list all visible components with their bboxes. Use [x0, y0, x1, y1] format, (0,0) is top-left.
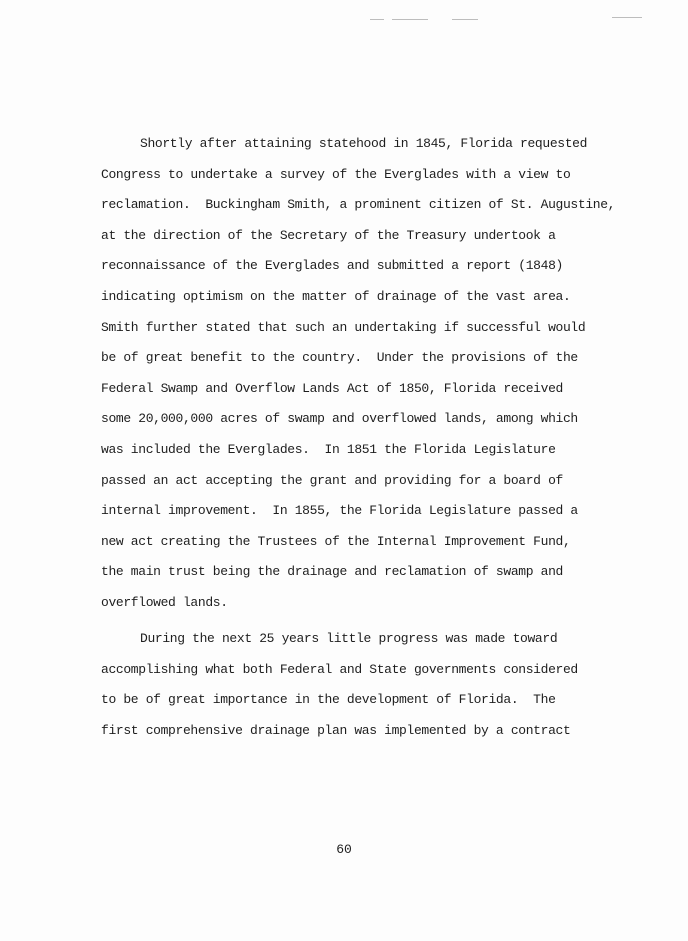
text-line: was included the Everglades. In 1851 the Florida Legislature	[101, 441, 556, 457]
text-line: Smith further stated that such an undertaking if successful would	[101, 319, 586, 335]
text-line: During the next 25 years little progress was made toward	[140, 631, 558, 646]
scan-speck	[452, 19, 478, 20]
text-line: first comprehensive drainage plan was implemented by a contract	[101, 722, 571, 738]
text-line: be of great benefit to the country. Under the provisions of the	[101, 350, 578, 366]
text-line: some 20,000,000 acres of swamp and overflowed lands, among which	[101, 411, 578, 427]
text-line: internal improvement. In 1855, the Florida Legislature passed a	[101, 503, 578, 519]
text-line: to be of great importance in the development of Florida. The	[101, 692, 556, 708]
text-line: Federal Swamp and Overflow Lands Act of 1850, Florida received	[101, 380, 563, 396]
text-line: passed an act accepting the grant and providing for a board of	[101, 472, 563, 488]
text-line: new act creating the Trustees of the Internal Improvement Fund,	[101, 533, 571, 549]
text-line: Congress to undertake a survey of the Everglades with a view to	[101, 166, 571, 182]
scan-speck	[392, 19, 428, 20]
scan-speck	[370, 19, 384, 20]
text-line: indicating optimism on the matter of drainage of the vast area.	[101, 288, 571, 304]
body-paragraph-2	[101, 624, 601, 746]
page-number: 60	[336, 842, 352, 857]
text-line: reconnaissance of the Everglades and submitted a report (1848)	[101, 258, 563, 274]
text-line: accomplishing what both Federal and State governments considered	[101, 661, 578, 677]
text-line: the main trust being the drainage and reclamation of swamp and	[101, 564, 563, 580]
scan-speck	[612, 17, 642, 18]
text-line: at the direction of the Secretary of the Treasury undertook a	[101, 227, 556, 243]
text-line: overflowed lands.	[101, 594, 228, 610]
text-line: Shortly after attaining statehood in 1845, Florida requested	[140, 136, 588, 151]
body-paragraph-1	[101, 129, 616, 619]
text-line: reclamation. Buckingham Smith, a prominent citizen of St. Augustine,	[101, 197, 616, 213]
